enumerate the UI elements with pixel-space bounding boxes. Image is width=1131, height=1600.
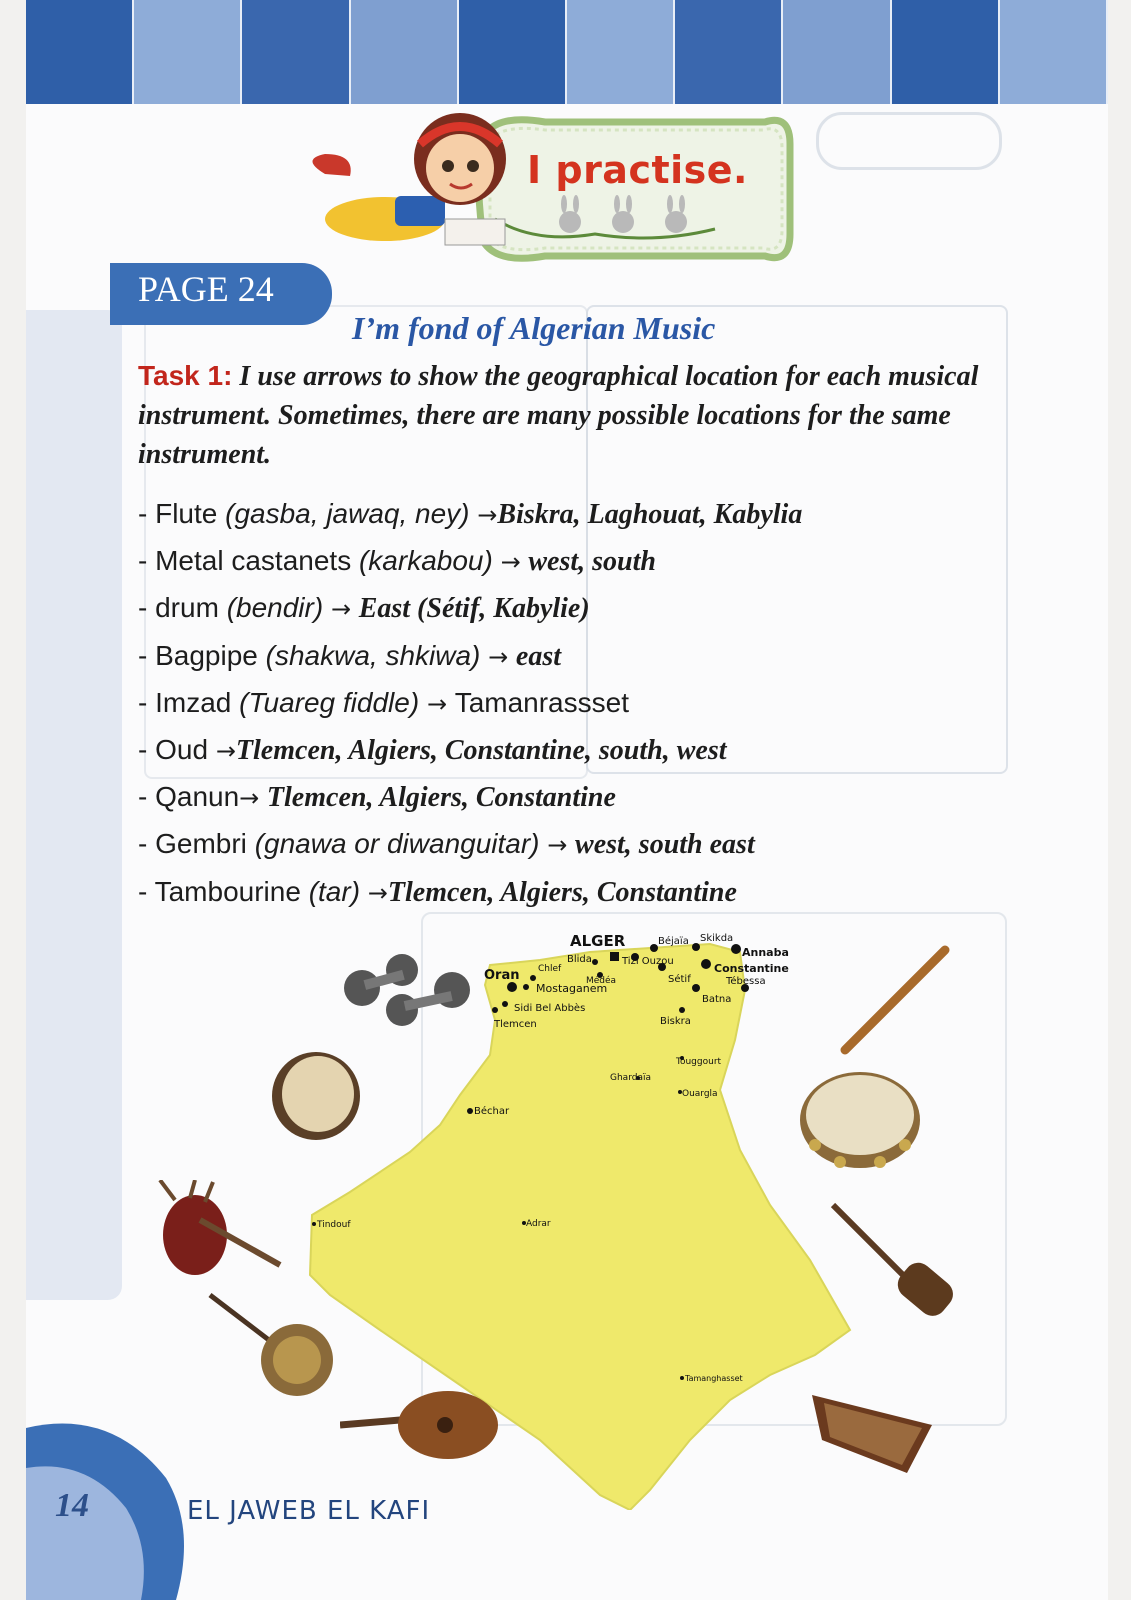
map-label: Ghardaïa xyxy=(610,1073,651,1083)
practise-title: I practise. xyxy=(527,148,748,192)
side-decorative-bar xyxy=(26,310,122,1300)
map-label: Chlef xyxy=(538,964,562,974)
qanun-illustration xyxy=(812,1385,937,1475)
map-label: Ouargla xyxy=(682,1089,718,1099)
oud-illustration xyxy=(340,1385,500,1465)
list-item: - Bagpipe (shakwa, shkiwa) → east xyxy=(138,639,562,672)
map-label: Médéa xyxy=(586,976,617,986)
map-label: Sétif xyxy=(668,974,691,985)
capital-marker xyxy=(610,952,619,961)
bagpipe-illustration xyxy=(145,1180,285,1290)
map-label: ALGER xyxy=(570,932,626,950)
map-label: Blida xyxy=(567,954,592,965)
map-label: Béchar xyxy=(474,1106,510,1117)
list-item: - Gembri (gnawa or diwanguitar) → west, south east xyxy=(138,828,755,861)
map-label: Sidi Bel Abbès xyxy=(514,1003,586,1014)
map-label: Tindouf xyxy=(317,1220,351,1230)
castanets-illustration xyxy=(340,950,475,1030)
girl-illustration xyxy=(313,113,507,245)
map-label: Tizi Ouzou xyxy=(622,956,674,967)
map-label: Touggourt xyxy=(676,1057,722,1067)
list-item: - Imzad (Tuareg fiddle) → Tamanrassset xyxy=(138,686,629,718)
map-label: Tlemcen xyxy=(494,1019,537,1030)
lesson-subtitle: I’m fond of Algerian Music xyxy=(352,310,716,346)
footer-brand: EL JAWEB EL KAFI xyxy=(187,1496,431,1526)
map-label: Mostaganem xyxy=(536,982,608,995)
map-label: Skikda xyxy=(700,933,734,944)
map-label: Batna xyxy=(702,994,732,1005)
map-label: Béjaïa xyxy=(658,936,689,947)
flute-illustration xyxy=(835,940,955,1060)
tambourine-illustration xyxy=(795,1065,925,1175)
map-label: Tébessa xyxy=(726,976,766,987)
map-label: Constantine xyxy=(714,962,789,975)
instrument-list xyxy=(138,494,1038,919)
gembri-illustration xyxy=(828,1200,958,1330)
corner-decoration xyxy=(26,1418,196,1600)
list-item: - Qanun→ Tlemcen, Algiers, Constantine xyxy=(138,781,616,814)
map-label: Annaba xyxy=(742,946,789,959)
map-label: Adrar xyxy=(526,1219,551,1229)
list-item: - Oud →Tlemcen, Algiers, Constantine, south, west xyxy=(138,733,727,766)
map-label: Tamanghasset xyxy=(685,1374,743,1383)
map-label: Oran xyxy=(484,968,520,983)
list-item: - drum (bendir) → East (Sétif, Kabylie) xyxy=(138,592,590,625)
list-item: - Tambourine (tar) →Tlemcen, Algiers, Constantine xyxy=(138,875,737,908)
bendir-drum-illustration xyxy=(268,1048,363,1143)
task-text: I use arrows to show the geographical location for each musical instrument. Sometimes, there are many possible locations for the same instrument. xyxy=(138,361,979,470)
page-number: 14 xyxy=(55,1487,89,1524)
map-label: Biskra xyxy=(660,1016,691,1027)
top-decorative-band xyxy=(26,0,1108,104)
list-item: - Flute (gasba, jawaq, ney) →Biskra, Laghouat, Kabylia xyxy=(138,498,803,530)
page-tab-label: PAGE 24 xyxy=(138,269,274,309)
list-item: - Metal castanets (karkabou) → west, south xyxy=(138,545,656,578)
task-instruction xyxy=(138,356,1018,474)
task-label: Task 1: xyxy=(138,360,233,391)
imzad-illustration xyxy=(205,1290,335,1400)
